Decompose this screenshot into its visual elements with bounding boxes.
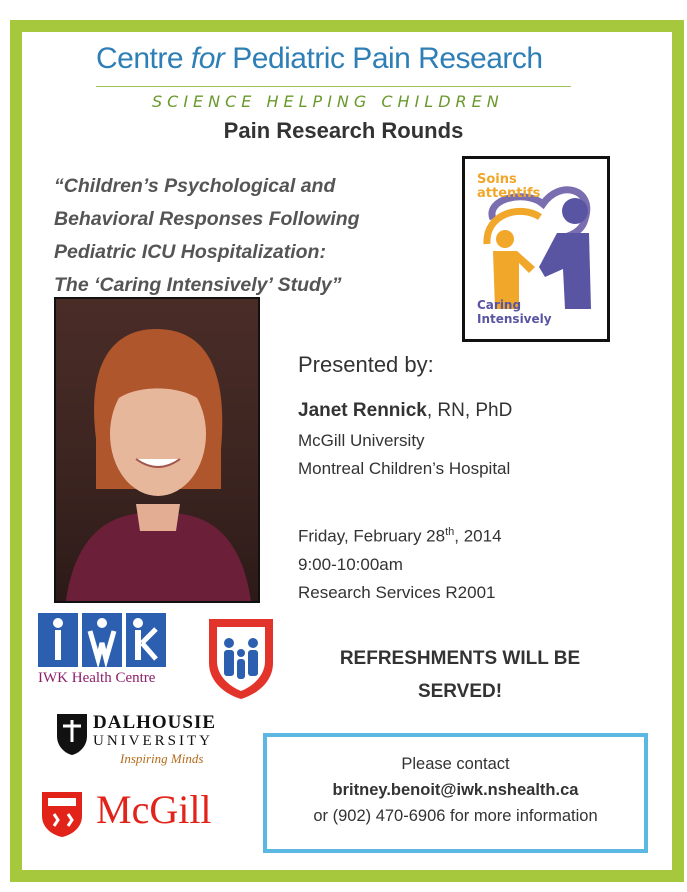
refreshments-notice: REFRESHMENTS WILL BE SERVED!	[339, 648, 581, 702]
speaker-photo	[54, 297, 260, 603]
logo-text-fr-1: Soins	[477, 172, 517, 187]
talk-title-line: “Children’s Psychological and	[54, 175, 336, 197]
dalhousie-name: DALHOUSIE	[93, 712, 217, 733]
event-time: 9:00-10:00am	[298, 555, 403, 574]
childrens-hospital-logo	[205, 613, 277, 706]
talk-title	[54, 170, 449, 302]
iwk-logo	[38, 613, 168, 674]
hospital-shield-icon	[205, 613, 277, 701]
logo-text-fr-2: attentifs	[477, 186, 541, 201]
event-date: Friday, February 28th, 2014	[298, 526, 502, 546]
talk-title-line: Pediatric ICU Hospitalization:	[54, 241, 326, 263]
contact-box	[263, 733, 648, 853]
speaker-affiliation: McGill University	[298, 431, 425, 450]
logo-text-en-1: Caring	[477, 298, 522, 312]
tagline: SCIENCE HELPING CHILDREN	[152, 92, 504, 111]
contact-email-link[interactable]: britney.benoit@iwk.nshealth.ca	[332, 781, 579, 799]
title-underline	[96, 86, 571, 87]
iwk-logo-text: IWK Health Centre	[38, 670, 156, 686]
caring-intensively-graphic	[465, 159, 607, 339]
speaker-portrait-graphic	[56, 299, 258, 601]
speaker-name	[298, 400, 512, 422]
talk-title-line: Behavioral Responses Following	[54, 208, 360, 230]
speaker-name-bold: Janet Rennick	[298, 400, 427, 421]
presented-by-label: Presented by:	[298, 352, 434, 377]
dalhousie-crest-icon	[55, 712, 89, 761]
speaker-credentials: , RN, PhD	[426, 400, 513, 421]
dalhousie-university: UNIVERSITY	[93, 733, 213, 749]
iwk-logo-graphic	[38, 613, 168, 669]
mcgill-crest-icon	[40, 790, 84, 843]
contact-phone: or (902) 470-6906 for more information	[313, 807, 598, 825]
talk-title-line: The ‘Caring Intensively’ Study”	[54, 274, 342, 296]
logo-text-en-2: Intensively	[477, 312, 552, 326]
speaker-affiliation: Montreal Children’s Hospital	[298, 459, 511, 478]
event-location: Research Services R2001	[298, 583, 496, 602]
org-title: Centre for Pediatric Pain Research	[96, 42, 543, 75]
dalhousie-tagline: Inspiring Minds	[120, 751, 204, 766]
event-series-title: Pain Research Rounds	[223, 118, 464, 143]
mcgill-wordmark: McGill	[96, 787, 212, 832]
contact-intro: Please contact	[401, 755, 510, 773]
caring-intensively-logo	[462, 156, 610, 342]
